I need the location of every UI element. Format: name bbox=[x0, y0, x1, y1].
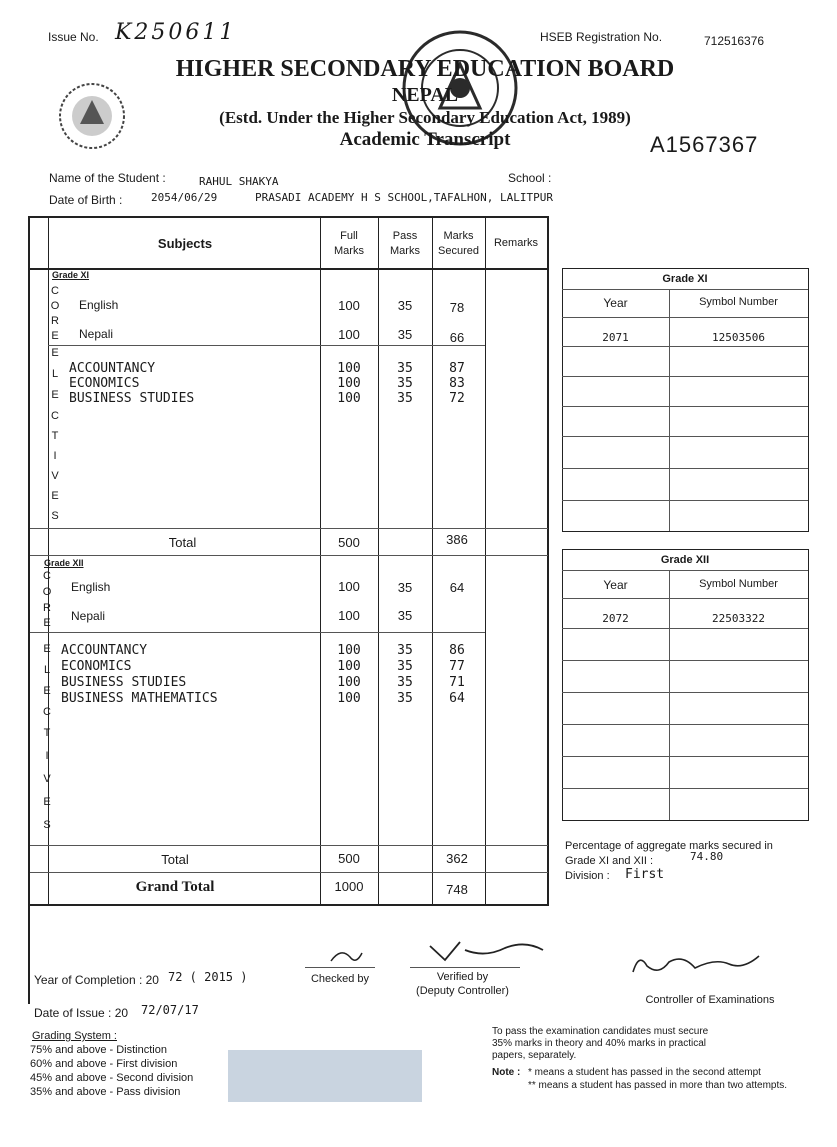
hseb-reg-value: 712516376 bbox=[704, 34, 765, 48]
grade11-elective-letter: E bbox=[51, 389, 59, 401]
table-row-full: 100 bbox=[337, 361, 361, 376]
col-pass-1: Pass bbox=[392, 230, 418, 242]
grade11-core-letter: R bbox=[51, 315, 59, 327]
document-title: Academic Transcript bbox=[339, 129, 511, 150]
board-title: HIGHER SECONDARY EDUCATION BOARD bbox=[175, 56, 675, 82]
student-name-value: RAHUL SHAKYA bbox=[199, 175, 279, 188]
table-row-subject: ECONOMICS bbox=[69, 376, 140, 391]
table-row-secured: 71 bbox=[449, 675, 465, 690]
checked-by-label: Checked by bbox=[310, 973, 370, 985]
table-row-pass: 35 bbox=[397, 691, 413, 706]
verified-signature bbox=[425, 938, 550, 968]
side11-year-label: Year bbox=[603, 296, 628, 310]
col-secured-2: Secured bbox=[438, 245, 479, 257]
table-row-secured: 83 bbox=[449, 376, 465, 391]
grand-total-secured: 748 bbox=[446, 882, 468, 897]
note-1: * means a student has passed in the second attempt bbox=[528, 1067, 761, 1078]
checked-signature bbox=[326, 945, 366, 969]
table-row-secured: 64 bbox=[449, 691, 465, 706]
table-row-full: 100 bbox=[337, 659, 361, 674]
table-row-secured: 64 bbox=[449, 580, 465, 595]
verified-label-1: Verified by bbox=[436, 971, 489, 983]
grading-item: 75% and above - Distinction bbox=[30, 1044, 167, 1056]
table-row-full: 100 bbox=[338, 298, 360, 313]
grade12-elective-letter: L bbox=[43, 664, 51, 676]
grade12-elective-letter: C bbox=[43, 706, 51, 718]
completion-value: 72 ( 2015 ) bbox=[168, 970, 248, 984]
controller-signature bbox=[625, 948, 765, 982]
table-row-pass: 35 bbox=[397, 361, 413, 376]
side11-symbol: 12503506 bbox=[712, 331, 765, 344]
grading-title: Grading System : bbox=[32, 1030, 117, 1042]
grade12-total-label: Total bbox=[161, 852, 189, 867]
col-subjects: Subjects bbox=[157, 236, 213, 251]
note-label: Note : bbox=[492, 1067, 521, 1078]
col-remarks: Remarks bbox=[493, 237, 538, 249]
grading-item: 35% and above - Pass division bbox=[30, 1086, 181, 1098]
table-row-pass: 35 bbox=[397, 580, 413, 595]
table-row-pass: 35 bbox=[397, 391, 413, 406]
grade12-core-letter: C bbox=[43, 570, 51, 582]
table-row-full: 100 bbox=[337, 675, 361, 690]
table-row-pass: 35 bbox=[397, 675, 413, 690]
aggregate-line2: Grade XI and XII : bbox=[565, 855, 654, 867]
table-row-pass: 35 bbox=[397, 376, 413, 391]
grade12-elective-letter: E bbox=[43, 796, 51, 808]
table-row-secured: 77 bbox=[449, 659, 465, 674]
side12-title: Grade XII bbox=[660, 554, 710, 566]
grade12-total-full: 500 bbox=[338, 851, 360, 866]
table-border-right bbox=[547, 216, 549, 906]
table-row-pass: 35 bbox=[397, 659, 413, 674]
grade12-elective-letter: S bbox=[43, 819, 51, 831]
issue-date-value: 72/07/17 bbox=[141, 1003, 199, 1017]
grade11-elective-letter: S bbox=[51, 510, 59, 522]
table-row-subject: BUSINESS STUDIES bbox=[69, 391, 195, 406]
grade11-elective-letter: E bbox=[51, 490, 59, 502]
table-row-full: 100 bbox=[337, 376, 361, 391]
grand-total-label: Grand Total bbox=[135, 879, 215, 895]
table-row-subject: Nepali bbox=[71, 609, 106, 623]
grade11-elective-letter: T bbox=[51, 430, 59, 442]
grade12-elective-letter: I bbox=[45, 750, 49, 762]
school-label: School : bbox=[508, 171, 552, 185]
grade11-core-letter: O bbox=[50, 300, 60, 312]
grading-item: 45% and above - Second division bbox=[30, 1072, 194, 1084]
hseb-reg-label: HSEB Registration No. bbox=[540, 30, 663, 44]
grading-item: 60% and above - First division bbox=[30, 1058, 178, 1070]
completion-label: Year of Completion : 20 bbox=[34, 973, 159, 987]
table-row-subject: Nepali bbox=[79, 327, 114, 341]
estd-line: (Estd. Under the Higher Secondary Education Act, 1989) bbox=[219, 108, 631, 127]
table-row-full: 100 bbox=[338, 579, 360, 594]
grade12-elective-letter: V bbox=[43, 773, 51, 785]
side11-symbol-label: Symbol Number bbox=[699, 296, 778, 308]
grade12-total-secured: 362 bbox=[446, 851, 468, 866]
grade12-core-letter: O bbox=[42, 586, 52, 598]
pass-note-3: papers, separately. bbox=[492, 1050, 577, 1061]
grade11-total-secured: 386 bbox=[446, 532, 468, 547]
school-value: PRASADI ACADEMY H S SCHOOL,TAFALHON, LALITPUR bbox=[255, 191, 554, 204]
table-row-full: 100 bbox=[337, 691, 361, 706]
redacted-area bbox=[228, 1050, 422, 1102]
grade12-elective-letter: T bbox=[43, 727, 51, 739]
dob-value: 2054/06/29 bbox=[151, 191, 218, 204]
serial-number: A1567367 bbox=[650, 132, 759, 157]
table-border-top bbox=[28, 216, 548, 218]
grade11-total-full: 500 bbox=[338, 535, 360, 550]
col-full-2: Marks bbox=[334, 245, 364, 257]
side12-symbol: 22503322 bbox=[712, 612, 765, 625]
side11-year: 2071 bbox=[602, 331, 629, 344]
table-row-secured: 66 bbox=[449, 330, 465, 345]
table-row-subject: ACCOUNTANCY bbox=[61, 643, 148, 658]
grand-total-full: 1000 bbox=[334, 879, 364, 894]
table-row-pass: 35 bbox=[397, 298, 413, 313]
side12-year: 2072 bbox=[602, 612, 629, 625]
grade11-core-letter: C bbox=[51, 285, 59, 297]
table-row-full: 100 bbox=[338, 608, 360, 623]
table-row-subject: ECONOMICS bbox=[61, 659, 132, 674]
dob-label: Date of Birth : bbox=[49, 193, 123, 207]
table-row-subject: BUSINESS MATHEMATICS bbox=[61, 691, 218, 706]
table-row-full: 100 bbox=[337, 643, 361, 658]
col-full-1: Full bbox=[340, 230, 358, 242]
side12-year-label: Year bbox=[603, 578, 628, 592]
table-row-subject: ACCOUNTANCY bbox=[69, 361, 156, 376]
pass-note-2: 35% marks in theory and 40% marks in practical bbox=[492, 1038, 706, 1049]
grade12-core-letter: E bbox=[43, 617, 51, 629]
grade12-label: Grade XII bbox=[44, 558, 84, 568]
grade11-label: Grade XI bbox=[52, 270, 90, 280]
col-secured-1: Marks bbox=[443, 230, 474, 242]
aggregate-line1: Percentage of aggregate marks secured in bbox=[565, 840, 773, 852]
grade11-elective-letter: C bbox=[51, 410, 59, 422]
grade12-core-letter: R bbox=[43, 602, 51, 614]
grade12-elective-letter: E bbox=[43, 643, 51, 655]
grade11-elective-letter: L bbox=[51, 368, 59, 380]
table-row-subject: BUSINESS STUDIES bbox=[61, 675, 187, 690]
side11-title: Grade XI bbox=[662, 273, 708, 285]
table-row-secured: 78 bbox=[449, 300, 465, 315]
grade11-total-label: Total bbox=[168, 535, 197, 550]
table-row-secured: 86 bbox=[449, 643, 465, 658]
side12-symbol-label: Symbol Number bbox=[699, 578, 778, 590]
grade11-elective-letter: E bbox=[51, 347, 59, 359]
table-row-pass: 35 bbox=[397, 327, 413, 342]
grade12-elective-letter: E bbox=[43, 685, 51, 697]
table-row-pass: 35 bbox=[397, 608, 413, 623]
note-2: ** means a student has passed in more than two attempts. bbox=[528, 1080, 788, 1091]
division-value: First bbox=[625, 867, 665, 882]
table-row-subject: English bbox=[79, 298, 119, 312]
table-row-secured: 87 bbox=[449, 361, 465, 376]
table-border-left bbox=[28, 216, 30, 1004]
table-row-pass: 35 bbox=[397, 643, 413, 658]
country-name: NEPAL bbox=[391, 84, 459, 106]
grade11-core-letter: E bbox=[51, 330, 59, 342]
grade11-elective-letter: I bbox=[53, 450, 57, 462]
issue-no-label: Issue No. bbox=[48, 30, 99, 44]
table-row-subject: English bbox=[71, 580, 111, 594]
controller-label: Controller of Examinations bbox=[645, 994, 775, 1006]
aggregate-percent: 74.80 bbox=[690, 850, 724, 863]
student-name-label: Name of the Student : bbox=[49, 171, 166, 185]
verified-label-2: (Deputy Controller) bbox=[416, 985, 509, 997]
division-label: Division : bbox=[565, 870, 610, 882]
table-row-full: 100 bbox=[338, 327, 360, 342]
table-row-full: 100 bbox=[337, 391, 361, 406]
col-pass-2: Marks bbox=[390, 245, 420, 257]
pass-note-1: To pass the examination candidates must secure bbox=[492, 1026, 709, 1037]
grade11-elective-letter: V bbox=[51, 470, 59, 482]
issue-no-value: K250611 bbox=[115, 20, 237, 45]
table-row-secured: 72 bbox=[449, 391, 465, 406]
issue-date-label: Date of Issue : 20 bbox=[34, 1006, 129, 1020]
